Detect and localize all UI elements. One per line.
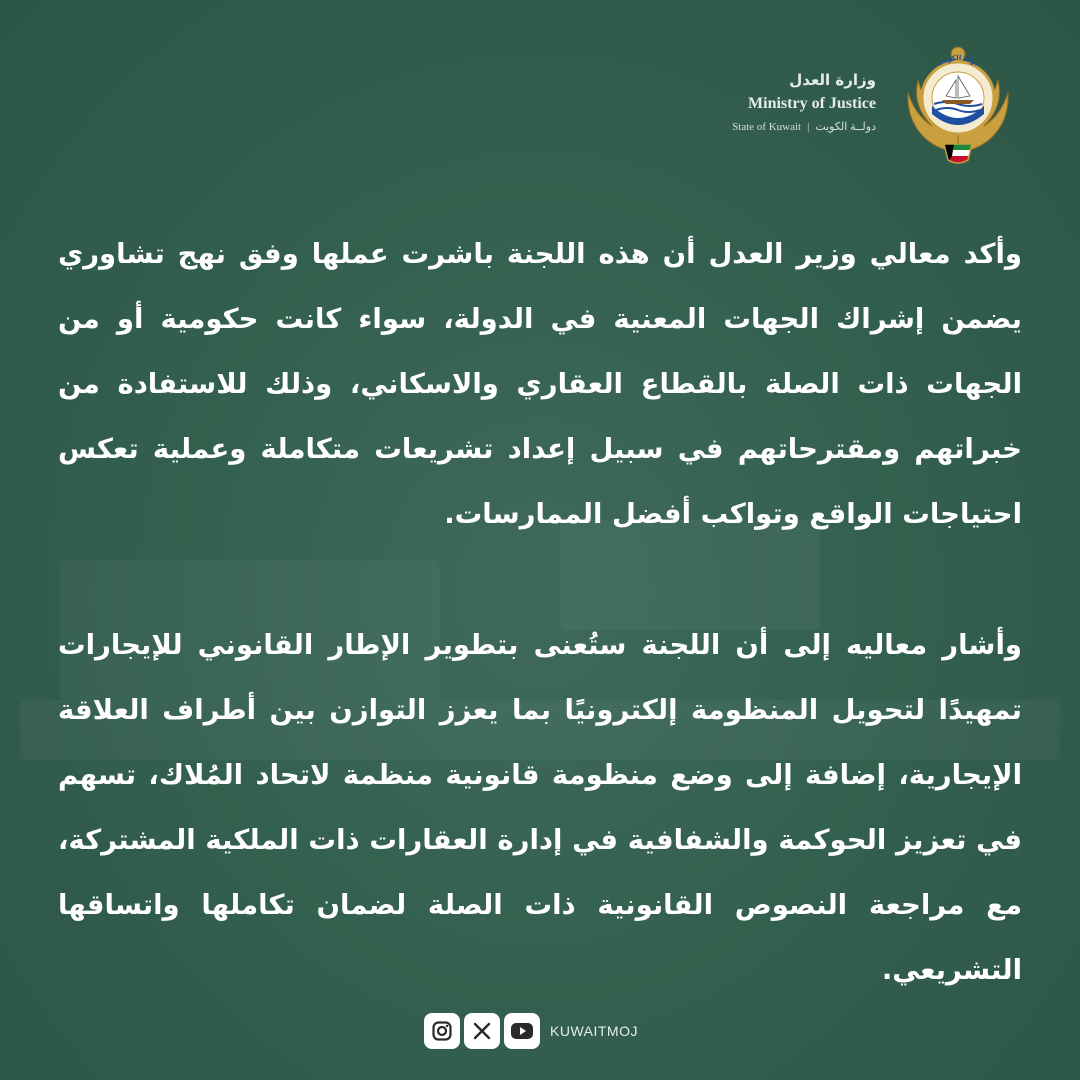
state-name-english: State of Kuwait: [732, 121, 802, 133]
paragraph-1: وأكد معالي وزير العدل أن هذه اللجنة باشرت عملها وفق نهج تشاوري يضمن إشراك الجهات المعنية في الدولة، سواء كانت حكومية أو من الجهات ذات الصلة بالقطاع العقاري والاسكاني، وذلك للاستفادة من خبراتهم ومقترحاتهم في سبيل إعداد تشريعات متكاملة وعملية تعكس احتياجات الواقع وتواكب أفضل الممارسات.: [58, 238, 1022, 530]
ministry-name-english: Ministry of Justice: [748, 95, 876, 112]
ministry-header: [732, 40, 1020, 164]
ministry-name-arabic: وزارة العدل: [789, 71, 876, 89]
emblem-arc-text: دولة الكويت: [935, 53, 981, 68]
paragraph-2: وأشار معاليه إلى أن اللجنة ستُعنى بتطوير الإطار القانوني للإيجارات تمهيدًا لتحويل المنظومة إلكترونيًا بما يعزز التوازن بين أطراف العلاقة الإيجارية، إضافة إلى وضع منظومة قانونية منظمة لاتحاد المُلاك، تسهم في تعزيز الحوكمة والشفافية في إدارة العقارات ذات الملكية المشتركة، مع مراجعة النصوص القانونية ذات الصلة لضمان تكاملها واتساقها التشريعي.: [58, 629, 1022, 986]
social-footer: [424, 1012, 638, 1050]
x-icon[interactable]: [464, 1013, 500, 1049]
social-handle: KUWAITMOJ: [550, 1023, 638, 1039]
state-separator: |: [807, 121, 810, 133]
kuwait-emblem-icon: [896, 40, 1020, 164]
youtube-icon[interactable]: [504, 1013, 540, 1049]
article-body: [58, 222, 1022, 1003]
instagram-icon[interactable]: [424, 1013, 460, 1049]
ministry-name-block: [732, 71, 876, 133]
state-line: [732, 120, 876, 133]
state-name-arabic: دولــة الكويت: [815, 121, 876, 133]
